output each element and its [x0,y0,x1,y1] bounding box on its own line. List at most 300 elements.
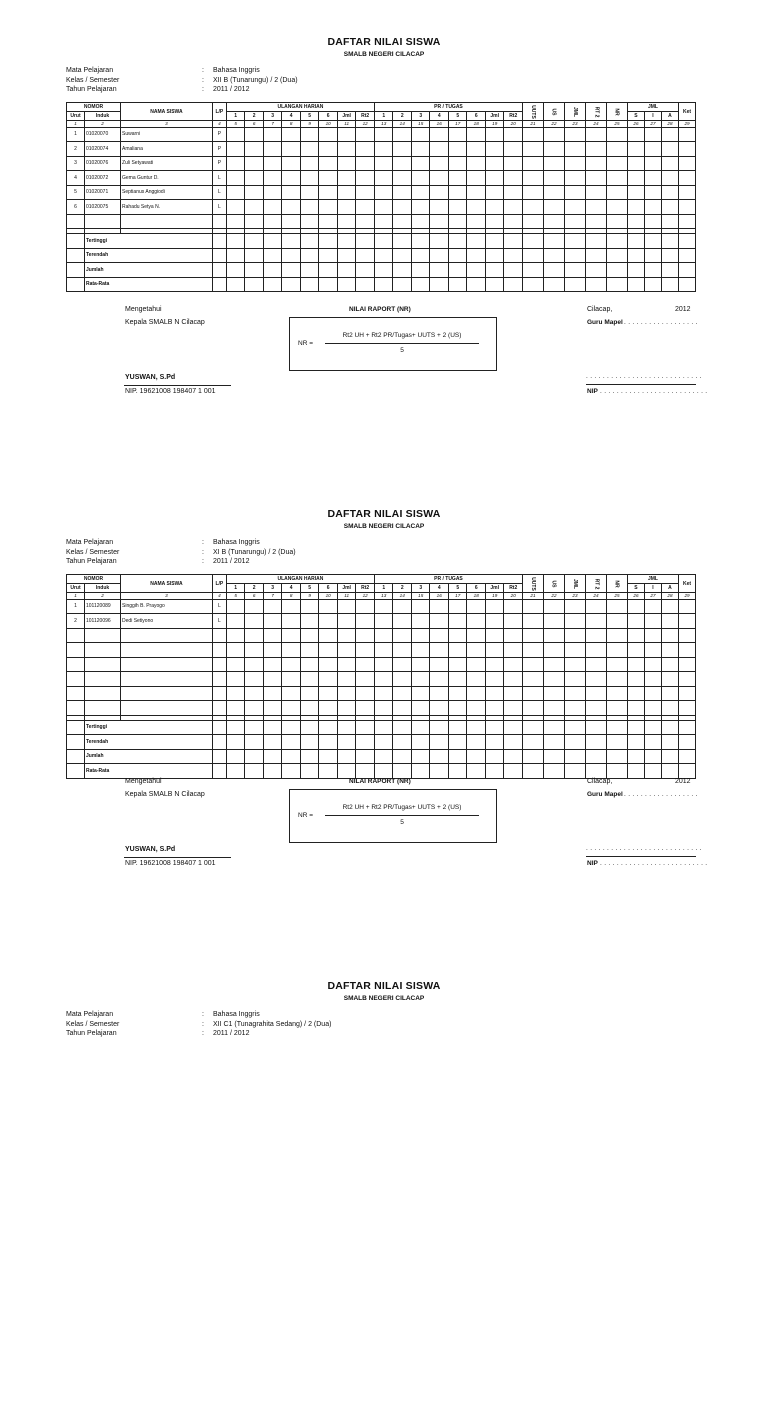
stats-cell [393,764,412,779]
grade-table [66,574,696,779]
stats-cell [504,720,523,735]
stats-cell [356,263,375,278]
stats-cell [661,720,678,735]
header-ulangan-harian: ULANGAN HARIAN [226,575,374,584]
score-cell [467,599,486,614]
empty-cell [300,628,319,643]
empty-cell [319,686,338,701]
score-cell [226,156,245,171]
empty-cell [85,643,121,658]
stats-cell [282,263,301,278]
empty-cell [522,701,543,716]
empty-cell [522,643,543,658]
empty-cell [282,657,301,672]
grade-sheet [0,0,768,470]
nr-formula-box [289,317,497,371]
score-cell [606,142,627,157]
empty-cell [337,701,356,716]
stats-label: Rata-Rata [85,764,213,779]
empty-cell [627,643,644,658]
header-nama-siswa: NAMA SISWA [121,103,213,121]
stats-cell [356,277,375,292]
empty-cell [564,672,585,687]
empty-cell [661,643,678,658]
table-row [67,156,696,171]
table-row [67,701,696,716]
header-jml-text: JML [571,578,578,589]
empty-cell [606,672,627,687]
teacher-nip-dots: . . . . . . . . . . . . . . . . . . . . . . . . . . [600,388,708,395]
stats-cell [679,720,696,735]
empty-cell [300,643,319,658]
empty-cell [67,643,85,658]
stats-cell [543,735,564,750]
empty-cell [85,657,121,672]
column-number: 14 [393,593,412,600]
column-number: 4 [212,121,226,128]
stats-cell [564,764,585,779]
stats-cell [245,234,264,249]
empty-cell [467,672,486,687]
stats-label: Tertinggi [85,720,213,735]
score-cell [522,127,543,142]
score-cell [319,142,338,157]
signature-line [586,384,696,385]
empty-cell [585,657,606,672]
grade-table [66,102,696,292]
meta-colon: : [202,67,204,74]
meta-label: Mata Pelajaran [66,1011,114,1018]
header-nomor: NOMOR [67,103,121,112]
empty-cell [282,214,301,229]
score-cell [467,142,486,157]
score-cell [679,156,696,171]
empty-cell [679,643,696,658]
score-cell [337,599,356,614]
score-cell [356,200,375,215]
score-cell [226,185,245,200]
header-induk: Induk [85,584,121,593]
header-uh-col: 5 [300,112,319,121]
stats-cell [627,735,644,750]
empty-cell [485,672,504,687]
empty-cell [448,628,467,643]
header-pr-col: Jml [485,112,504,121]
column-number: 5 [226,593,245,600]
header-us-text: US [550,108,557,115]
empty-cell [679,672,696,687]
fraction-line [325,343,479,344]
column-number: 26 [627,593,644,600]
stats-cell [644,277,661,292]
column-number: 9 [300,121,319,128]
grade-sheet [0,472,768,942]
meta-label: Mata Pelajaran [66,539,114,546]
score-cell [282,599,301,614]
score-cell [282,142,301,157]
score-cell [522,171,543,186]
meta-colon: : [202,76,204,84]
stats-cell [522,764,543,779]
empty-cell [606,701,627,716]
stats-cell [504,234,523,249]
empty-cell [263,701,282,716]
stats-cell [448,764,467,779]
meta-value: XII C1 (Tunagrahita Sedang) / 2 (Dua) [213,1020,332,1028]
student-no: 3 [67,156,85,171]
score-cell [585,185,606,200]
empty-cell [393,672,412,687]
header-lp: L/P [212,103,226,121]
table-row [67,185,696,200]
header-us [543,575,564,593]
stats-cell [522,720,543,735]
empty-cell [522,628,543,643]
stats-cell [522,263,543,278]
column-number: 3 [121,593,213,600]
stats-cell [467,749,486,764]
score-cell [627,156,644,171]
stats-cell [300,720,319,735]
empty-cell [585,643,606,658]
score-cell [543,142,564,157]
formula-numerator: Rt2 UH + Rt2 PR/Tugas+ UUTS + 2 (US) [342,804,462,811]
header-us [543,103,564,121]
table-row [67,171,696,186]
empty-cell [85,628,121,643]
stats-cell [245,735,264,750]
stats-cell [448,263,467,278]
fraction-line [325,815,479,816]
empty-cell [467,686,486,701]
score-cell [606,200,627,215]
empty-cell [543,643,564,658]
empty-cell [85,686,121,701]
score-cell [337,142,356,157]
empty-cell [393,701,412,716]
score-cell [319,185,338,200]
column-number: 27 [644,593,661,600]
score-cell [564,127,585,142]
score-cell [585,599,606,614]
stats-cell [226,749,245,764]
empty-cell [319,701,338,716]
empty-cell [356,657,375,672]
guru-mapel-label: Guru Mapel [587,791,623,798]
stats-cell [644,248,661,263]
empty-cell [337,657,356,672]
header-uh-col: Jml [337,584,356,593]
score-cell [606,185,627,200]
score-cell [337,127,356,142]
score-cell [374,599,393,614]
guru-mapel-label: Guru Mapel [587,319,623,326]
column-number: 16 [430,121,449,128]
score-cell [411,171,430,186]
stats-cell [585,749,606,764]
score-cell [411,200,430,215]
empty-cell [356,686,375,701]
stats-cell [374,720,393,735]
header-lp: L/P [212,575,226,593]
stats-cell [226,234,245,249]
score-cell [356,185,375,200]
stats-cell [356,234,375,249]
column-number: 23 [564,593,585,600]
student-lp: L [212,185,226,200]
score-cell [606,614,627,629]
empty-cell [627,628,644,643]
column-number: 17 [448,121,467,128]
empty-cell [606,686,627,701]
column-number: 19 [485,121,504,128]
header-uh-col: 1 [226,584,245,593]
empty-cell [319,643,338,658]
empty-cell [504,672,523,687]
student-lp: L [212,171,226,186]
empty-cell [337,214,356,229]
stats-cell [467,764,486,779]
empty-cell [393,686,412,701]
column-number: 21 [522,593,543,600]
stats-cell [679,248,696,263]
score-cell [282,614,301,629]
empty-cell [504,643,523,658]
score-cell [356,171,375,186]
column-number: 18 [467,121,486,128]
empty-cell [504,701,523,716]
score-cell [393,614,412,629]
score-cell [337,156,356,171]
empty-cell [85,701,121,716]
stats-cell [337,749,356,764]
column-number: 7 [263,593,282,600]
column-number: 22 [543,593,564,600]
header-uh-col: 2 [245,584,264,593]
stats-cell [564,277,585,292]
column-number: 10 [319,593,338,600]
stats-cell [263,749,282,764]
stats-cell [245,764,264,779]
student-name: Amaliana [121,142,213,157]
stats-label: Jumlah [85,749,213,764]
score-cell [282,156,301,171]
stats-cell [393,735,412,750]
header-pr-col: 5 [448,584,467,593]
score-cell [644,142,661,157]
empty-cell [661,686,678,701]
student-no: 2 [67,614,85,629]
empty-cell [585,672,606,687]
score-cell [644,614,661,629]
score-cell [393,185,412,200]
school-name: SMALB NEGERI CILACAP [343,51,425,58]
stats-row [67,277,696,292]
stats-cell [467,720,486,735]
stats-cell [212,277,226,292]
stats-cell [661,248,678,263]
empty-cell [67,248,85,263]
city-label: Cilacap, [587,778,613,785]
stats-cell [585,764,606,779]
empty-cell [121,657,213,672]
stats-cell [337,234,356,249]
stats-cell [564,749,585,764]
score-cell [627,142,644,157]
empty-cell [300,214,319,229]
score-cell [393,156,412,171]
empty-cell [282,672,301,687]
header-pr-col: 2 [393,112,412,121]
empty-cell [67,701,85,716]
stats-cell [467,277,486,292]
meta-value: 2011 / 2012 [213,1030,250,1037]
empty-cell [121,214,213,229]
stats-cell [300,735,319,750]
stats-cell [522,749,543,764]
score-cell [319,614,338,629]
empty-cell [564,657,585,672]
score-cell [679,185,696,200]
score-cell [606,127,627,142]
score-cell [263,127,282,142]
stats-cell [319,234,338,249]
header-pr-col: 6 [467,584,486,593]
stats-cell [504,277,523,292]
score-cell [504,599,523,614]
score-cell [644,200,661,215]
empty-cell [485,628,504,643]
score-cell [448,127,467,142]
score-cell [679,599,696,614]
header-pr-col: Rt2 [504,112,523,121]
score-cell [430,142,449,157]
score-cell [448,599,467,614]
column-number: 13 [374,121,393,128]
stats-cell [411,263,430,278]
meta-value: 2011 / 2012 [213,558,250,565]
stats-cell [644,263,661,278]
score-cell [522,142,543,157]
stats-cell [263,263,282,278]
score-cell [543,185,564,200]
empty-cell [644,686,661,701]
empty-cell [644,701,661,716]
header-pr-col: 3 [411,112,430,121]
score-cell [679,142,696,157]
score-cell [411,599,430,614]
empty-cell [263,686,282,701]
empty-cell [356,672,375,687]
stats-cell [393,277,412,292]
score-cell [356,142,375,157]
stats-cell [430,277,449,292]
student-no: 1 [67,127,85,142]
stats-cell [448,234,467,249]
empty-cell [679,657,696,672]
header-pr-col: Rt2 [504,584,523,593]
empty-cell [67,764,85,779]
column-number: 16 [430,593,449,600]
empty-cell [627,686,644,701]
empty-cell [585,686,606,701]
empty-cell [319,672,338,687]
stats-cell [627,277,644,292]
header-uh-col: 4 [282,584,301,593]
column-number: 5 [226,121,245,128]
stats-cell [245,720,264,735]
score-cell [300,599,319,614]
stats-cell [411,234,430,249]
score-cell [263,614,282,629]
stats-cell [226,277,245,292]
stats-cell [564,735,585,750]
empty-cell [564,214,585,229]
kepala-label: Kepala SMALB N Cilacap [125,319,205,326]
column-number: 29 [679,593,696,600]
stats-cell [319,248,338,263]
stats-cell [627,720,644,735]
score-cell [245,156,264,171]
stats-row [67,248,696,263]
mengetahui-label: Mengetahui [125,306,162,313]
header-rt2 [585,575,606,593]
score-cell [522,614,543,629]
empty-cell [485,214,504,229]
student-name: Gema Guntur D. [121,171,213,186]
empty-cell [467,643,486,658]
meta-colon: : [202,539,204,546]
nilai-raport-title: NILAI RAPORT (NR) [349,306,411,313]
header-pr-col: Jml [485,584,504,593]
score-cell [485,127,504,142]
signature-line [124,385,231,386]
stats-cell [448,735,467,750]
score-cell [448,142,467,157]
stats-cell [543,263,564,278]
empty-cell [121,701,213,716]
stats-cell [319,720,338,735]
score-cell [411,127,430,142]
score-cell [564,142,585,157]
empty-cell [585,701,606,716]
header-nomor: NOMOR [67,575,121,584]
score-cell [644,156,661,171]
stats-cell [393,720,412,735]
empty-cell [121,672,213,687]
empty-cell [564,643,585,658]
stats-label: Rata-Rata [85,277,213,292]
empty-cell [485,686,504,701]
student-induk: 01020076 [85,156,121,171]
empty-cell [226,657,245,672]
empty-cell [300,686,319,701]
column-number: 27 [644,121,661,128]
empty-cell [585,628,606,643]
teacher-nip-label: NIP [587,860,598,867]
stats-cell [356,720,375,735]
column-number: 15 [411,593,430,600]
score-cell [522,599,543,614]
score-cell [504,156,523,171]
student-induk: 01020074 [85,142,121,157]
empty-cell [448,672,467,687]
empty-cell [337,643,356,658]
column-number: 24 [585,593,606,600]
stats-cell [661,764,678,779]
empty-cell [263,657,282,672]
empty-cell [374,701,393,716]
